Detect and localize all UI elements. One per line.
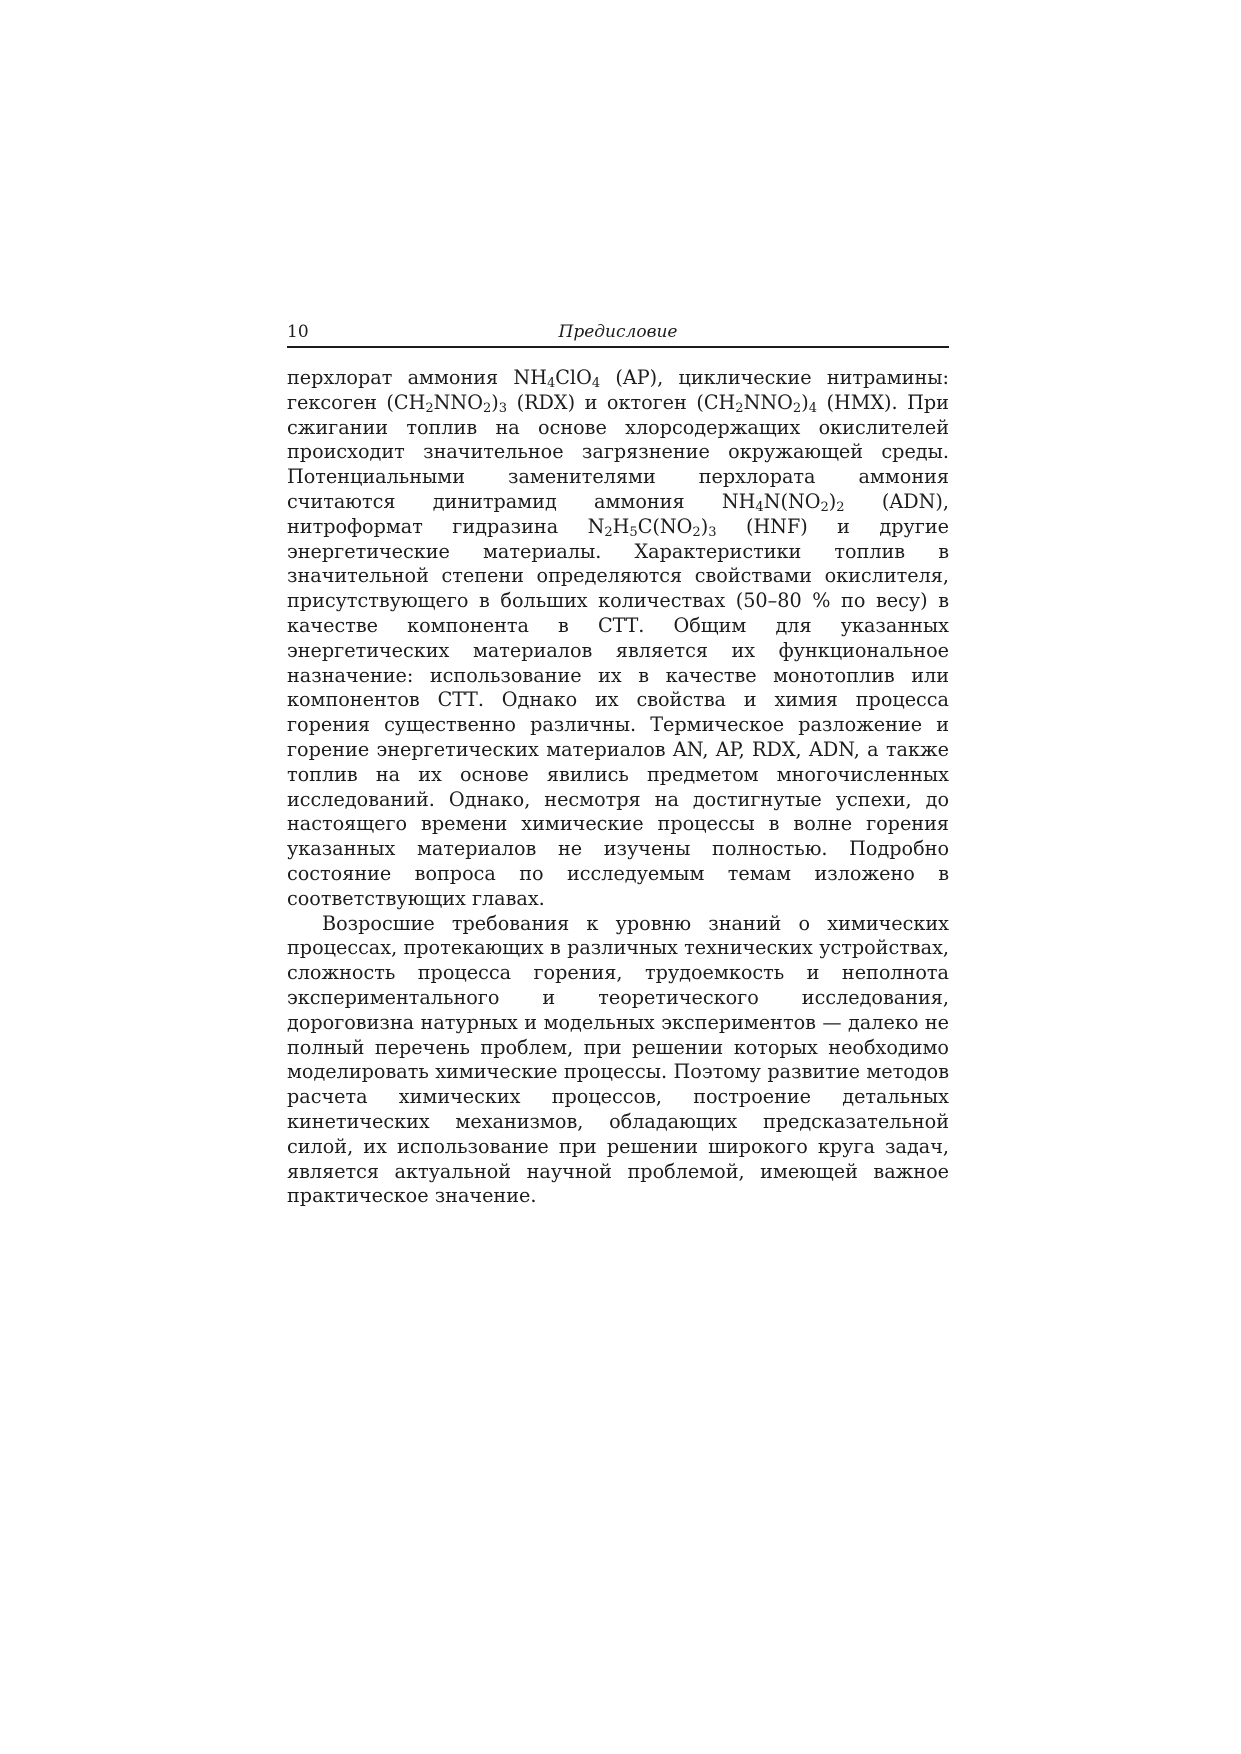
text-run: ClO <box>555 366 592 389</box>
text-run: N(NO <box>763 489 821 513</box>
formula-subscript: 2 <box>425 400 434 416</box>
formula-subscript: 2 <box>836 499 845 515</box>
formula-subscript: 4 <box>808 400 817 416</box>
formula-subscript: 2 <box>735 400 744 416</box>
text-run: Возросшие требования к уровню знаний о химических процессах, протекающих в различных технических устройствах, сложность процесса горения, трудоемкость и неполнота экспериментального и теоретического исследования, дороговизна натурных и модельных экспериментов — далеко не полный перечень проблем, при решении которых необходимо моделировать химические процессы. Поэтому развитие методов расчета химических процессов, построение детальных кинетических механизмов, обладающих предсказательной силой, их использование при решении широкого круга задач, является актуальной научной проблемой, имеющей важное практическое значение. <box>287 911 949 1208</box>
text-run: перхлорат аммония NH <box>287 366 547 389</box>
text-run: (HNF) и другие энергетические материалы. Характеристики топлив в значительной степени определяются свойствами окислителя, присутствующего в больших количествах (50–80 % по весу) в качестве компонента в СТТ. Общим для указанных энергетических материалов является их функциональное назначение: использование их в качестве монотоплив или компонентов СТТ. Однако их свойства и химия процесса горения существенно различны. Термическое разложение и горение энергетических материалов AN, AP, RDX, ADN, а также топлив на их основе явились предметом многочисленных исследований. Однако, несмотря на достигнутые успехи, до настоящего времени химические процессы в волне горения указанных материалов не изучены полностью. Подробно состояние вопроса по исследуемым темам изложено в соответствующих главах. <box>287 514 949 910</box>
formula-subscript: 2 <box>692 524 701 540</box>
formula-subscript: 2 <box>604 524 613 540</box>
text-run: ) <box>828 489 837 513</box>
running-title: Предисловие <box>558 322 678 342</box>
page-number: 10 <box>287 322 309 342</box>
text-run: (AP), циклические нитрамины: гексоген (CH <box>287 366 949 414</box>
text-run: (ADN), нитроформат гидразина N <box>287 489 949 538</box>
text-run: ) <box>700 514 709 538</box>
text-run: (RDX) и октоген (CH <box>507 390 736 414</box>
book-page <box>287 318 949 1209</box>
body-text <box>287 366 949 1209</box>
formula-subscript: 2 <box>792 400 802 416</box>
formula-subscript: 4 <box>755 499 764 515</box>
running-head <box>287 318 949 348</box>
formula-subscript: 3 <box>498 400 508 416</box>
text-run: (HMX). При сжигании топлив на основе хлорсодержащих окислителей происходит значительное загрязнение окружающей среды. Потенциальными заменителями перхлората аммония считаются динитрамид аммония NH <box>287 390 949 513</box>
formula-subscript: 4 <box>546 375 556 391</box>
formula-subscript: 2 <box>482 400 492 416</box>
text-run: H <box>612 514 630 538</box>
formula-subscript: 4 <box>591 375 601 391</box>
text-run: NNO <box>743 390 793 414</box>
text-run: ) <box>491 390 499 414</box>
paragraph <box>287 912 949 1210</box>
formula-subscript: 5 <box>629 524 638 540</box>
text-run: ) <box>801 390 809 414</box>
text-run: NNO <box>433 390 483 414</box>
text-run: C(NO <box>637 514 693 538</box>
paragraph <box>287 366 949 912</box>
formula-subscript: 2 <box>820 499 829 515</box>
formula-subscript: 3 <box>708 524 717 540</box>
